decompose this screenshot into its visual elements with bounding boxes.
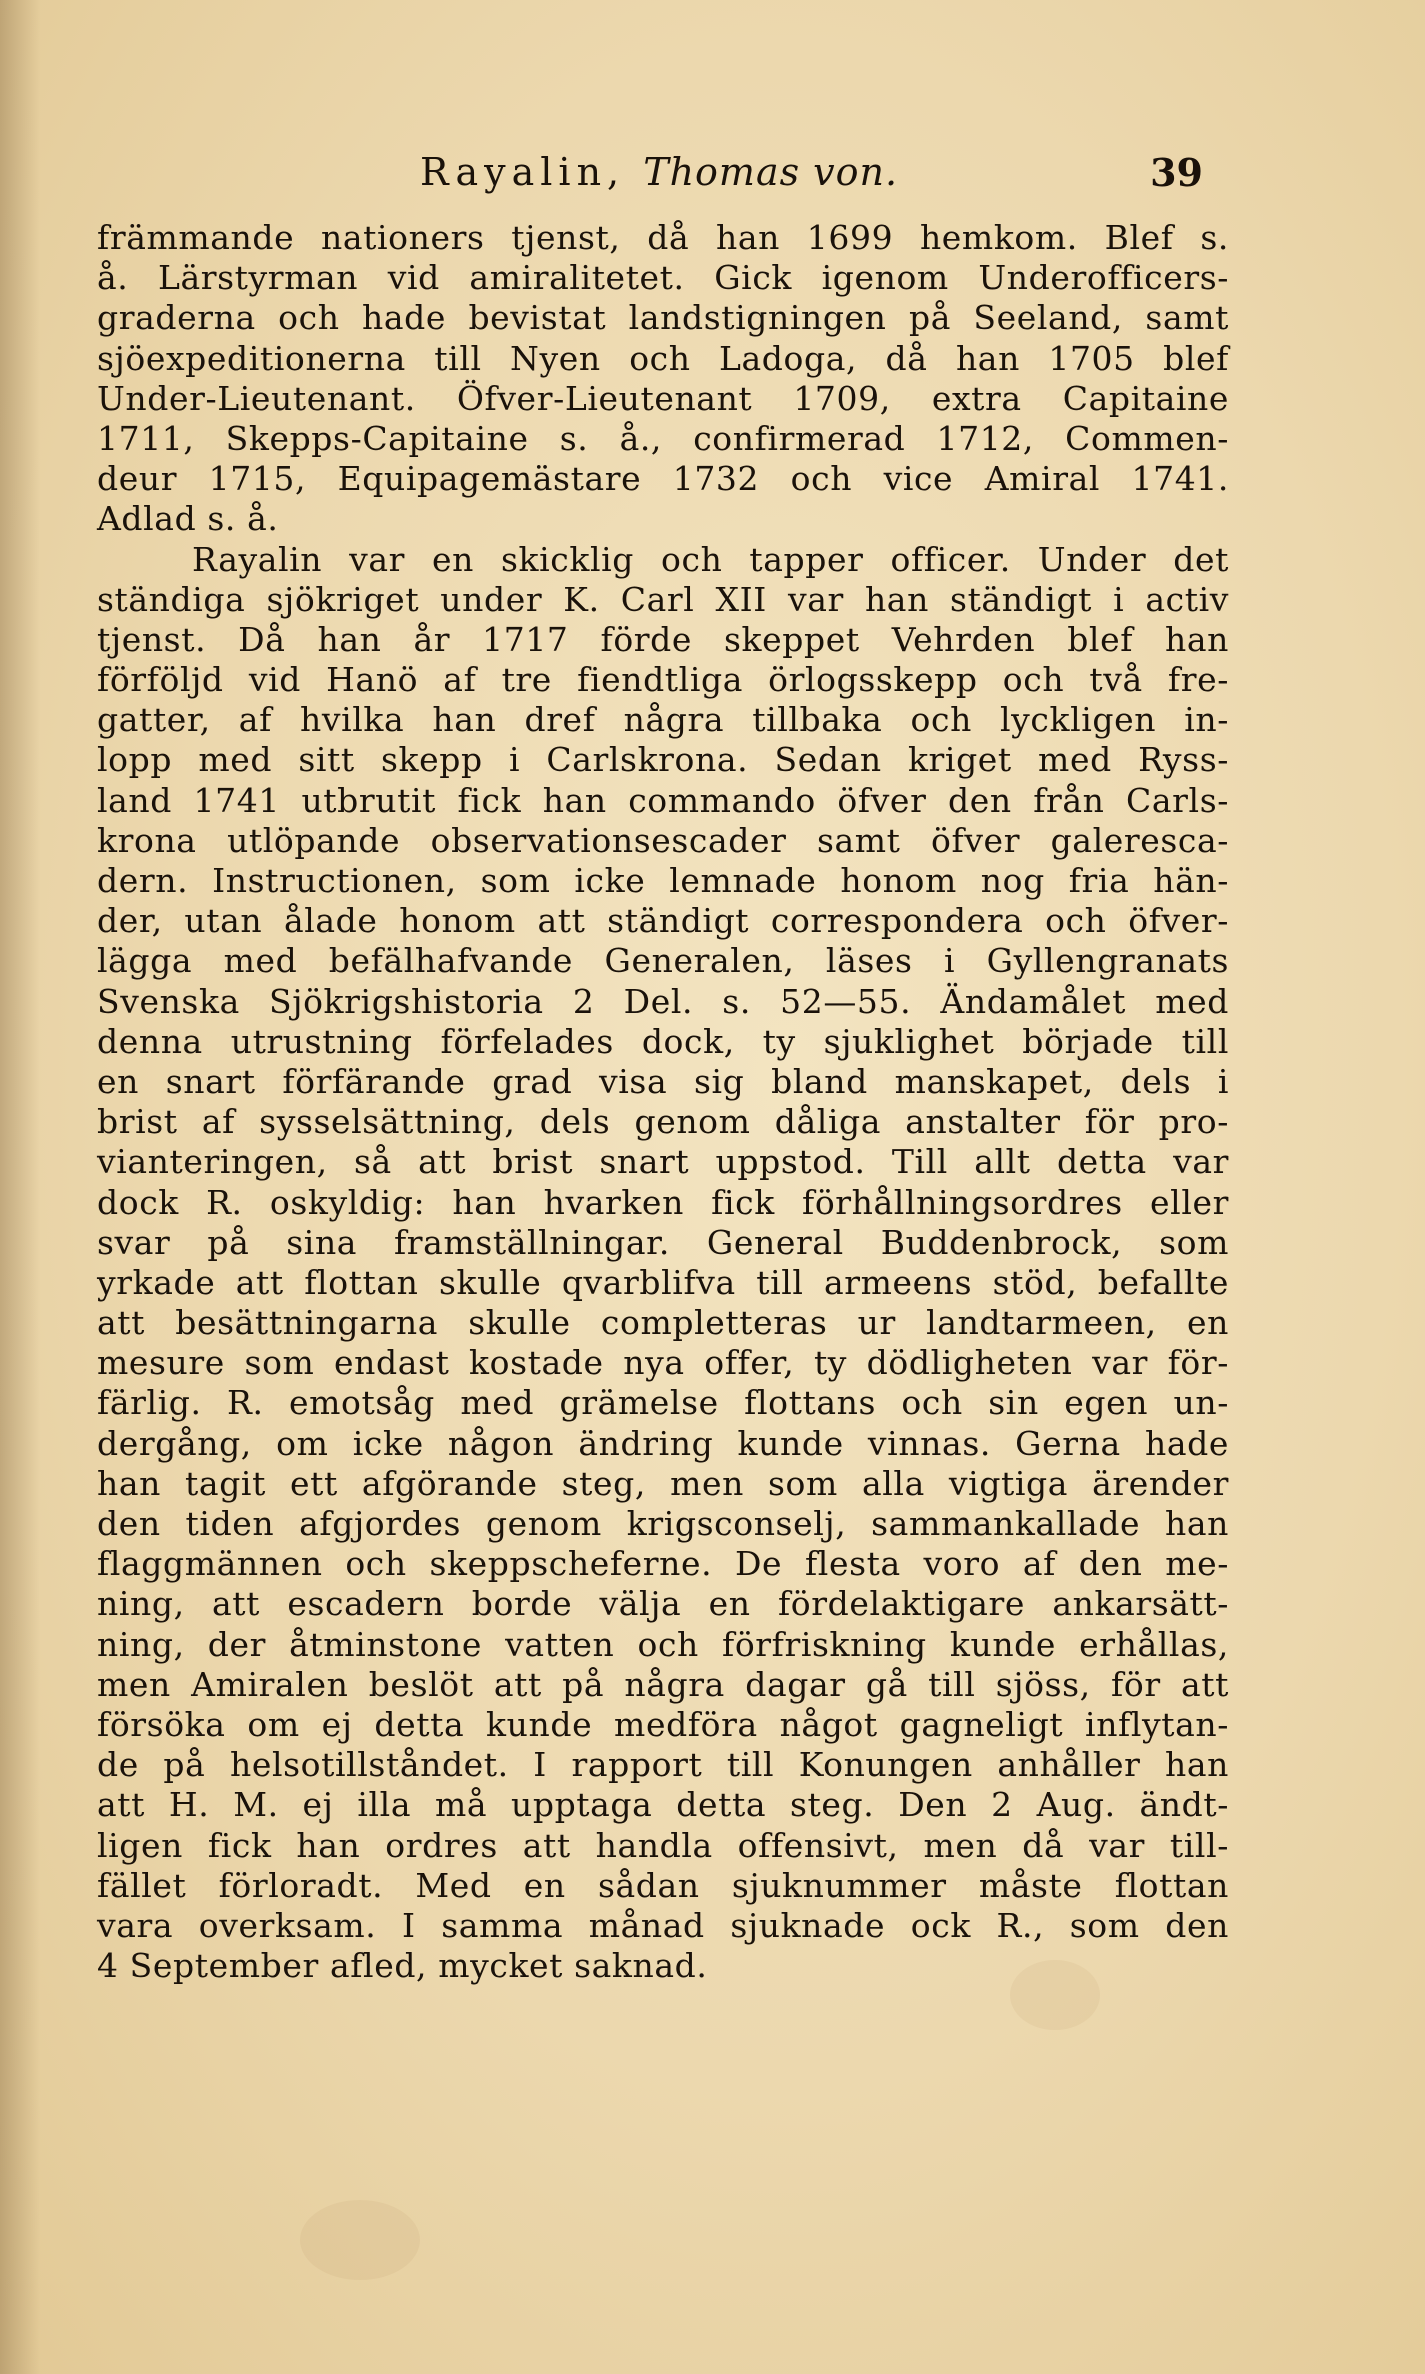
text-line: ning, att escadern borde välja en fördelaktigare ankarsätt- bbox=[97, 1584, 1229, 1624]
text-line: lägga med befälhafvande Generalen, läses i Gyllengranats bbox=[97, 941, 1229, 981]
text-line: Adlad s. å. bbox=[97, 499, 279, 539]
text-line: färlig. R. emotsåg med grämelse flottans och sin egen un- bbox=[97, 1383, 1229, 1423]
text-line: förföljd vid Hanö af tre fiendtliga örlogsskepp och två fre- bbox=[97, 660, 1229, 700]
text-line: ständiga sjökriget under K. Carl XII var han ständigt i activ bbox=[97, 579, 1229, 619]
text-line: svar på sina framställningar. General Buddenbrock, som bbox=[97, 1222, 1229, 1262]
text-line: brist af sysselsättning, dels genom dåliga anstalter för pro- bbox=[97, 1102, 1229, 1142]
text-line: de på helsotillståndet. I rapport till Konungen anhåller han bbox=[97, 1745, 1229, 1785]
spine-shadow bbox=[0, 0, 40, 2374]
text-line: ning, der åtminstone vatten och förfriskning kunde erhållas, bbox=[97, 1624, 1229, 1664]
text-line: Svenska Sjökrigshistoria 2 Del. s. 52—55. Ändamålet med bbox=[97, 981, 1229, 1021]
text-line: graderna och hade bevistat landstigningen på Seeland, samt bbox=[97, 298, 1229, 338]
text-line: vianteringen, så att brist snart uppstod. Till allt detta var bbox=[97, 1142, 1229, 1182]
text-line: vara overksam. I samma månad sjuknade ock R., som den bbox=[97, 1905, 1229, 1945]
text-line: gatter, af hvilka han dref några tillbaka och lyckligen in- bbox=[97, 700, 1229, 740]
text-line: dergång, om icke någon ändring kunde vinnas. Gerna hade bbox=[97, 1423, 1229, 1463]
text-line: Rayalin var en skicklig och tapper officer. Under det bbox=[192, 539, 1229, 579]
body-text bbox=[97, 218, 1229, 1986]
running-title bbox=[420, 150, 898, 194]
text-line: men Amiralen beslöt att på några dagar gå till sjöss, för att bbox=[97, 1664, 1229, 1704]
text-line: Under-Lieutenant. Öfver-Lieutenant 1709, extra Capitaine bbox=[97, 378, 1229, 418]
text-line: denna utrustning förfelades dock, ty sjuklighet började till bbox=[97, 1021, 1229, 1061]
text-line: att H. M. ej illa må upptaga detta steg. Den 2 Aug. ändt- bbox=[97, 1785, 1229, 1825]
text-line: sjöexpeditionerna till Nyen och Ladoga, då han 1705 blef bbox=[97, 338, 1229, 378]
text-line: den tiden afgjordes genom krigsconselj, sammankallade han bbox=[97, 1504, 1229, 1543]
text-line: der, utan ålade honom att ständigt correspondera och öfver- bbox=[97, 901, 1229, 941]
text-line: flaggmännen och skeppscheferne. De flesta voro af den me- bbox=[97, 1544, 1229, 1584]
text-line: 4 September afled, mycket saknad. bbox=[97, 1946, 708, 1986]
text-line: krona utlöpande observationsescader samt öfver galeresca- bbox=[97, 820, 1229, 860]
text-line: främmande nationers tjenst, då han 1699 hemkom. Blef s. bbox=[97, 218, 1229, 257]
text-line: han tagit ett afgörande steg, men som alla vigtiga ärender bbox=[97, 1463, 1229, 1503]
text-line: deur 1715, Equipagemästare 1732 och vice Amiral 1741. bbox=[97, 459, 1229, 499]
text-line: försöka om ej detta kunde medföra något gagneligt inflytan- bbox=[97, 1704, 1229, 1744]
text-line: 1711, Skepps-Capitaine s. å., confirmerad 1712, Commen- bbox=[97, 418, 1229, 458]
text-line: dern. Instructionen, som icke lemnade honom nog fria hän- bbox=[97, 861, 1229, 900]
text-line: land 1741 utbrutit fick han commando öfver den från Carls- bbox=[97, 780, 1229, 820]
text-line: mesure som endast kostade nya offer, ty dödligheten var för- bbox=[97, 1343, 1229, 1383]
text-line: att besättningarna skulle completteras ur landtarmeen, en bbox=[97, 1303, 1229, 1343]
paper-stain bbox=[300, 2200, 420, 2280]
text-line: dock R. oskyldig: han hvarken fick förhållningsordres eller bbox=[97, 1182, 1229, 1222]
running-header bbox=[0, 150, 1425, 210]
text-line: fället förloradt. Med en sådan sjuknummer måste flottan bbox=[97, 1865, 1229, 1905]
text-line: tjenst. Då han år 1717 förde skeppet Vehrden blef han bbox=[97, 619, 1229, 659]
text-line: å. Lärstyrman vid amiralitetet. Gick igenom Underofficers- bbox=[97, 258, 1229, 298]
text-line: lopp med sitt skepp i Carlskrona. Sedan kriget med Ryss- bbox=[97, 740, 1229, 780]
text-line: yrkade att flottan skulle qvarblifva till armeens stöd, befallte bbox=[97, 1262, 1229, 1302]
text-line: ligen fick han ordres att handla offensivt, men då var till- bbox=[97, 1825, 1229, 1865]
text-line: en snart förfärande grad visa sig bland manskapet, dels i bbox=[97, 1061, 1229, 1101]
running-title-name: Rayalin, bbox=[420, 150, 626, 194]
page-number: 39 bbox=[1150, 150, 1203, 195]
running-title-given: Thomas von. bbox=[643, 150, 899, 194]
